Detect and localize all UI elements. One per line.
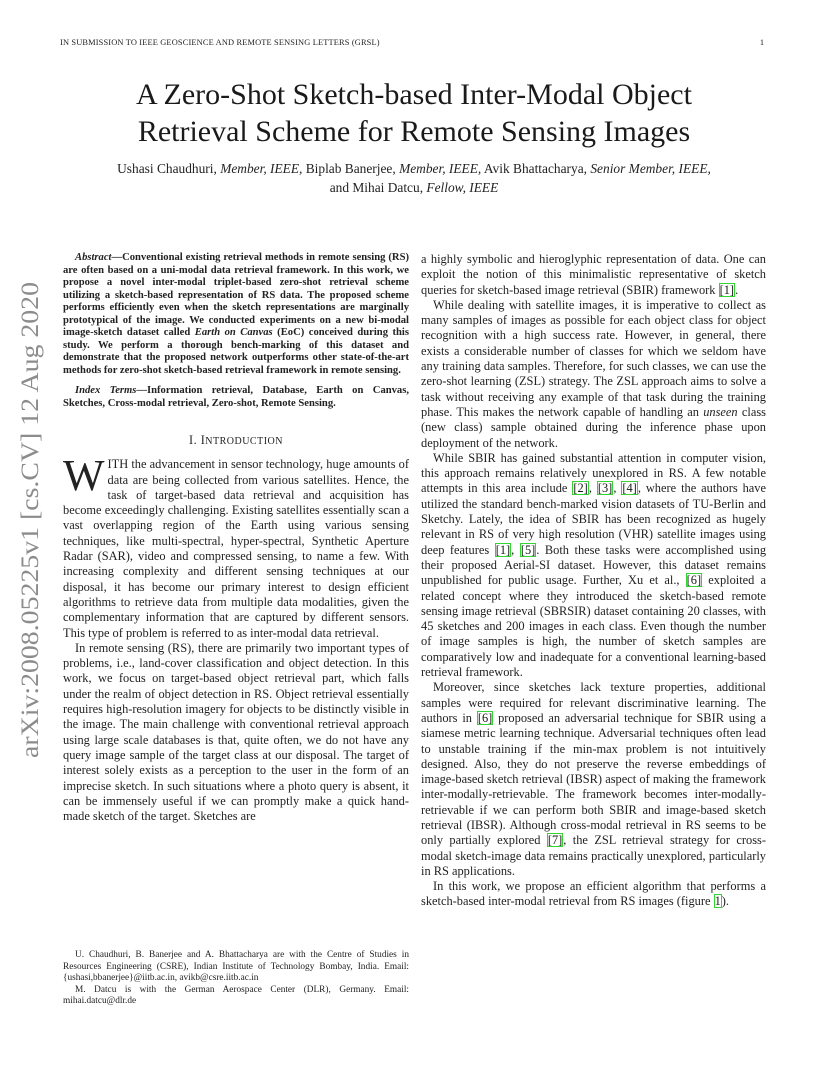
- author-2-role: Member, IEEE,: [399, 161, 482, 176]
- arxiv-side-stamp[interactable]: [8, 280, 44, 760]
- abstract: [63, 252, 409, 377]
- author-3-name: Avik Bhattacharya,: [483, 161, 587, 176]
- right-paragraph-2: While dealing with satellite images, it is imperative to collect as many samples of images as possible for each object class for object recognition with a high success rate. However, in general, there exists a considerable number of classes for which we seldom have any training data samples. Therefore, for such classes, we can use the zero-shot learning (ZSL) strategy. The ZSL approach aims to solve a task without receiving any example of that task during the training phase. This makes the network capable of handling an unseen class (new class) sample obtained during the inference phase upon deployment of the network.: [421, 297, 766, 450]
- running-head: IN SUBMISSION TO IEEE GEOSCIENCE AND REMOTE SENSING LETTERS (GRSL): [60, 38, 380, 47]
- citation-link[interactable]: [5]: [520, 542, 536, 557]
- author-3-role: Senior Member, IEEE,: [590, 161, 711, 176]
- citation-link[interactable]: [3]: [597, 481, 613, 496]
- footnotes: [63, 950, 409, 1008]
- page-number: 1: [759, 38, 764, 47]
- title-line-2: Retrieval Scheme for Remote Sensing Images: [137, 115, 691, 148]
- citation-link[interactable]: [6]: [686, 573, 702, 588]
- right-paragraph-4: Moreover, since sketches lack texture properties, additional samples were required for relevant discriminative learning. The authors in [6] proposed an adversarial technique for SBIR using a siamese metric learning technique. Adversarial techniques often lead to unstable training if the min-max problem is not intuitively designed. Also, they do not preserve the reverse embeddings of image-based sketch retrieval (IBSR) aspect of making the framework inter-modally-retrievable. The framework becomes inter-modally-retrievable if we can perform both SBIR and image-based sketch retrieval (IBSR). Although cross-modal retrieval in RS seems to be only partially explored [7], the ZSL retrieval strategy for cross-modal sketch-image data remains practically unexplored, particularly in RS applications.: [421, 680, 766, 878]
- title-line-1: A Zero-Shot Sketch-based Inter-Modal Object: [136, 78, 692, 111]
- citation-link[interactable]: [6]: [477, 710, 493, 725]
- right-column: [421, 252, 766, 910]
- intro-paragraph-2: In remote sensing (RS), there are primarily two important types of problems, i.e., land-cover classification and object detection. In this work, we focus on target-based object retrieval part, which falls under the realm of object detection in RS. Object retrieval essentially requires high-resolution imagery for objects to be distinctly visible in the image. The main challenge with conventional retrieval approach using large scale databases is that, quite often, we do not have any query image sample of the target class at our disposal. The target of interest solely exists as a perception to the user in the form of an imprecise sketch. In such situations where a photo query is absent, it can be immensely useful if we can promptly make a quick hand-made sketch of the target. Sketches are: [63, 640, 409, 824]
- right-paragraph-1: a highly symbolic and hieroglyphic representation of data. One can exploit the notion of this minimalistic representative of sketch queries for sketch-based image retrieval (SBIR) framework [1].: [421, 252, 766, 297]
- author-1-name: Ushasi Chaudhuri,: [117, 161, 217, 176]
- figure-link[interactable]: 1: [714, 894, 721, 909]
- drop-cap: W: [63, 451, 105, 501]
- author-2-name: Biplab Banerjee,: [305, 161, 396, 176]
- citation-link[interactable]: [1]: [719, 282, 735, 297]
- dataset-name: Earth on Canvas: [194, 327, 273, 338]
- paper-title: [60, 76, 768, 150]
- citation-link[interactable]: [4]: [622, 481, 637, 496]
- right-paragraph-5: In this work, we propose an efficient algorithm that performs a sketch-based inter-modal retrieval from RS images (figure 1).: [421, 879, 766, 909]
- intro-paragraph-1: WITH the advancement in sensor technology, huge amounts of data are being collected from various satellites. Hence, the task of target-based data retrieval and acquisition has become exceedingly challenging. Existing satellites essentially scan a vast overlapping region of the Earth using various sensing techniques, like multi-spectral, hyper-spectral, Synthetic Aperture Radar (SAR), video and compressed sensing, to name a few. With increasing complexity and different sensing techniques at our disposal, it has become our primary interest to design efficient algorithms to retrieve data from multiple data modalities, given the complementary information that are captured by different sensors. This type of problem is referred to as inter-modal data retrieval.: [63, 451, 409, 640]
- section-heading-introduction: I. INTRODUCTION: [189, 433, 283, 447]
- author-list: [60, 159, 768, 197]
- abstract-text-1: —Conventional existing retrieval methods in remote sensing (RS) are often based on a uni-modal data retrieval framework. In this work, we propose a novel inter-modal triplet-based zero-shot retrieval scheme utilizing a sketch-based representation of RS data. The proposed scheme performs efficiently even when the sketch representations are marginally prototypical of the image. We conducted experiments on a new bi-modal image-sketch dataset called: [63, 252, 409, 338]
- footnote-affiliation-2: M. Datcu is with the German Aerospace Center (DLR), Germany. Email: mihai.datcu@dlr.de: [63, 984, 409, 1007]
- left-column: [63, 252, 409, 824]
- arxiv-stamp-text: arXiv:2008.05225v1 [cs.CV] 12 Aug 2020: [17, 330, 44, 758]
- author-1-role: Member, IEEE,: [220, 161, 303, 176]
- right-paragraph-3: While SBIR has gained substantial attention in computer vision, this approach remains relatively unexplored in RS. A few notable attempts in this area include [2], [3], [4], where the authors have utilized the standard bench-marked vision datasets of TU-Berlin and Sketchy. Lately, the idea of SBIR has been recognized as hugely relevant in RS of very high resolution (VHR) satellite images using deep features [1], [5]. Both these tasks were accomplished using their proposed Aerial-SI dataset. However, this dataset remains unpublished for public usage. Further, Xu et al., [6] exploited a related concept where they introduced the sketch-based remote sensing image retrieval (SBRSIR) dataset containing 20 classes, with 45 sketches and 200 images in each class. Even though the number of image samples is high, the number of sketch samples are comparatively low and inadequate for a conventional learning-based retrieval framework.: [421, 450, 767, 680]
- abstract-label: Abstract: [75, 252, 112, 263]
- abstract-text-2: (EoC) conceived during this study. We perform a thorough bench-marking of this dataset and demonstrate that the proposed network outperforms other state-of-the-art methods for zero-shot sketch-based retrieval framework in remote sensing.: [63, 327, 409, 376]
- footnote-affiliation-1: U. Chaudhuri, B. Banerjee and A. Bhattacharya are with the Centre of Studies in Resources Engineering (CSRE), Indian Institute of Technology Bombay, India. Email: {ushasi,bbanerjee}@iitb.ac.in, avikb@csre.iitb.ac.in: [63, 950, 409, 984]
- citation-link[interactable]: [2]: [573, 481, 588, 496]
- index-terms-text: —Information retrieval, Database, Earth on Canvas, Sketches, Cross-modal retrieval, Zero-shot, Remote Sensing.: [63, 385, 409, 409]
- citation-link[interactable]: [1]: [495, 542, 511, 557]
- author-4-role: Fellow, IEEE: [426, 180, 499, 195]
- index-terms: [63, 385, 409, 410]
- author-4-name: and Mihai Datcu,: [329, 180, 424, 195]
- index-terms-label: Index Terms: [75, 385, 137, 396]
- citation-link[interactable]: [7]: [547, 833, 563, 848]
